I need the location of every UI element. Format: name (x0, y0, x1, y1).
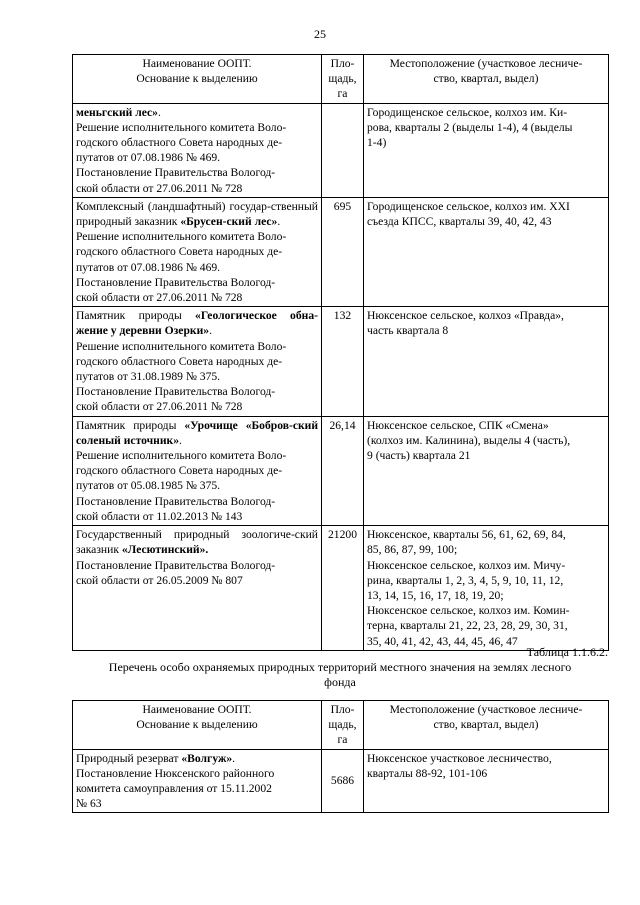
name-cell (73, 526, 322, 651)
area-cell: 5686 (322, 749, 364, 813)
location-line: (колхоз им. Калинина), выделы 4 (часть), (367, 433, 571, 447)
location-line: рова, кварталы 2 (выделы 1-4), 4 (выделы (367, 120, 573, 134)
header-location-column: Местоположение (участковое лесниче- ство, квартал, выдел) (364, 701, 609, 750)
table-row (73, 103, 609, 197)
location-line: Нюксенское сельское, колхоз им. Мичу- (367, 558, 566, 572)
location-cell: Нюксенское участковое лесничество, кварталы 88-92, 101-106 (364, 749, 609, 813)
location-line: Нюксенское, кварталы 56, 61, 62, 69, 84, (367, 528, 566, 542)
basis-line: Постановление Правительства Вологод- (76, 558, 276, 572)
table-row (73, 526, 609, 651)
location-line: Городищенское сельское, колхоз им. XXI (367, 199, 570, 213)
basis-line: Постановление Правительства Вологод- (76, 166, 276, 180)
location-line: Нюксенское сельское, колхоз «Правда», (367, 309, 564, 323)
table-row (73, 749, 609, 813)
table-row (73, 416, 609, 525)
name-cell (73, 307, 322, 416)
location-line: 35, 40, 41, 42, 43, 44, 45, 46, 47 (367, 634, 518, 648)
basis-line: Решение исполнительного комитета Воло- (76, 230, 287, 244)
location-line: 13, 14, 15, 16, 17, 18, 19, 20; (367, 588, 504, 602)
name-cell (73, 416, 322, 525)
table-row (73, 307, 609, 416)
location-cell (364, 416, 609, 525)
table-row (73, 197, 609, 306)
basis-line: Решение исполнительного комитета Воло- (76, 120, 287, 134)
protected-areas-table-2 (72, 700, 609, 813)
header-name-column: Наименование ООПТ. Основание к выделению (73, 55, 322, 104)
basis-line: Решение исполнительного комитета Воло- (76, 339, 287, 353)
location-line: рина, кварталы 1, 2, 3, 4, 5, 9, 10, 11, 12, (367, 573, 564, 587)
location-line: 85, 86, 87, 99, 100; (367, 543, 458, 557)
location-cell (364, 103, 609, 197)
basis-line: Постановление Правительства Вологод- (76, 385, 276, 399)
page-number: 25 (314, 27, 326, 41)
area-cell: 21200 (322, 526, 364, 651)
basis-line: Постановление Правительства Вологод- (76, 275, 276, 289)
name-cell (73, 103, 322, 197)
basis-line: путатов от 31.08.1989 № 375. (76, 370, 221, 384)
protected-areas-table-1 (72, 54, 609, 651)
basis-line: ской области от 11.02.2013 № 143 (76, 509, 243, 523)
basis-line: годского областного Совета народных де- (76, 136, 283, 150)
location-line: 9 (часть) квартала 21 (367, 449, 471, 463)
location-cell (364, 307, 609, 416)
area-name: Комплексный (ландшафтный) государ-ственный природный заказник «Брусен-ский лес». (76, 199, 318, 229)
basis-line: ской области от 26.05.2009 № 807 (76, 573, 243, 587)
basis-line: ской области от 27.06.2011 № 728 (76, 181, 243, 195)
basis-line: путатов от 07.08.1986 № 469. (76, 151, 221, 165)
basis-line: ской области от 27.06.2011 № 728 (76, 400, 243, 414)
header-location-column: Местоположение (участковое лесниче- ство, квартал, выдел) (364, 55, 609, 104)
basis-line: Постановление Правительства Вологод- (76, 494, 276, 508)
area-cell: 132 (322, 307, 364, 416)
basis-line: годского областного Совета народных де- (76, 354, 283, 368)
location-cell (364, 197, 609, 306)
area-cell (322, 103, 364, 197)
name-cell (73, 197, 322, 306)
basis-line: путатов от 07.08.1986 № 469. (76, 260, 221, 274)
area-name: Природный резерват «Волгуж». (76, 751, 236, 765)
basis-line: годского областного Совета народных де- (76, 245, 283, 259)
basis-line: годского областного Совета народных де- (76, 464, 283, 478)
basis-line: ской области от 27.06.2011 № 728 (76, 291, 243, 305)
basis-line: путатов от 05.08.1985 № 375. (76, 479, 221, 493)
area-cell: 695 (322, 197, 364, 306)
location-line: съезда КПСС, кварталы 39, 40, 42, 43 (367, 215, 552, 229)
location-line: терна, кварталы 21, 22, 23, 28, 29, 30, 31, (367, 619, 568, 633)
header-area-column: Пло- щадь, га (322, 701, 364, 750)
table-header-row (73, 701, 609, 750)
header-name-column: Наименование ООПТ. Основание к выделению (73, 701, 322, 750)
area-name: меньгский лес». (76, 105, 161, 119)
table-number: Таблица 1.1.6.2. (526, 645, 608, 659)
location-line: Городищенское сельское, колхоз им. Ки- (367, 105, 568, 119)
area-name: Государственный природный зоологиче-ский заказник «Лесютинский». (76, 528, 318, 557)
area-cell: 26,14 (322, 416, 364, 525)
location-line: часть квартала 8 (367, 324, 449, 338)
location-line: Нюксенское сельское, СПК «Смена» (367, 418, 549, 432)
name-cell: Природный резерват «Волгуж». Постановление Нюксенского районного комитета самоуправления от 15.11.2002 № 63 (73, 749, 322, 813)
location-line: 1-4) (367, 136, 387, 150)
location-cell (364, 526, 609, 651)
area-name: Памятник природы «Геологическое обна-жение у деревни Озерки». (76, 309, 318, 338)
table-title: Перечень особо охраняемых природных территорий местного значения на землях лесного фонда (108, 660, 572, 690)
area-name: Памятник природы «Урочище «Бобров-ский соленый источник». (76, 418, 319, 447)
table-header-row (73, 55, 609, 104)
header-area-column: Пло- щадь, га (322, 55, 364, 104)
location-line: Нюксенское сельское, колхоз им. Комин- (367, 604, 570, 618)
basis-line: Решение исполнительного комитета Воло- (76, 449, 287, 463)
